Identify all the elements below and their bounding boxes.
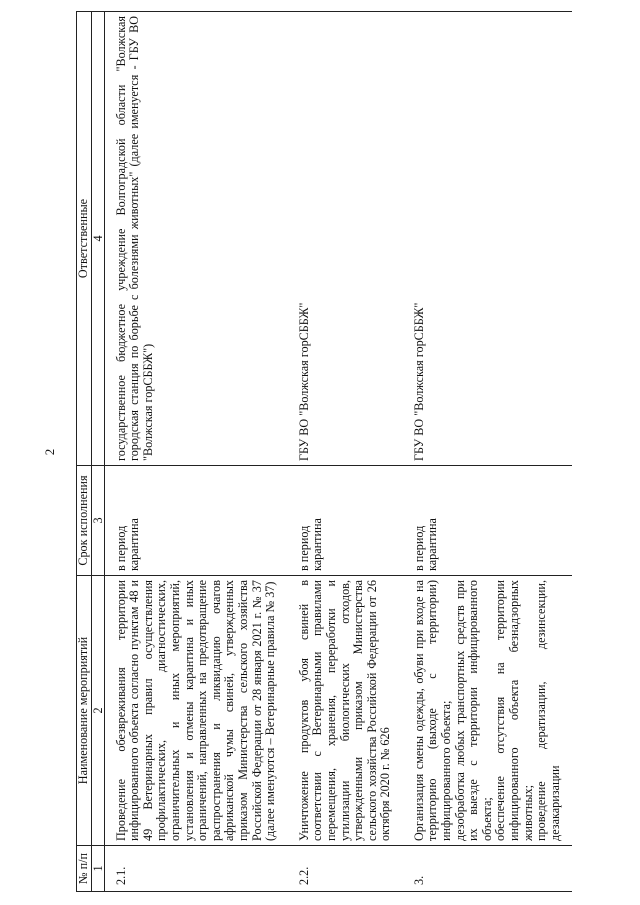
column-number-row <box>91 12 104 892</box>
measure-responsible: государственное бюджетное учреждение Волгоградской области "Волжская городская станция по борьбе с болезнями животных" (далее именуется - ГБУ ВО "Волжская горСББЖ") <box>104 12 288 466</box>
measures-table <box>76 11 572 892</box>
table-row <box>104 12 288 892</box>
col-number: 1 <box>91 846 104 892</box>
measure-term: в период карантина <box>288 466 403 576</box>
col-number: 2 <box>91 576 104 846</box>
measure-responsible: ГБУ ВО "Волжская горСББЖ" <box>288 12 403 466</box>
table-row <box>403 12 573 892</box>
row-number: 2.1. <box>104 846 288 892</box>
measure-name: Проведение обезвреживания территории инфицированного объекта согласно пунктам 48 и 49 Ветеринарных правил осуществления профилактических, диагностических, ограничительных и иных мероприятий, установления и отмены карантина и иных ограничений, направленных на предотвращение распространения и ликвидацию очагов африканской чумы свиней, утвержденных приказом Министерства сельского хозяйства Российской Федерации от 28 января 2021 г. № 37 (далее именуются – Ветеринарные правила № 37) <box>104 576 288 846</box>
header-resp: Ответственные <box>77 12 92 466</box>
table-header-row <box>77 12 92 892</box>
col-number: 3 <box>91 466 104 576</box>
header-term: Срок исполнения <box>77 466 92 576</box>
measure-line: Организация смены одежды, обуви при входе на территорию (выходе с территории) инфицированного объекта; <box>411 580 454 841</box>
row-number: 2.2. <box>288 846 403 892</box>
measure-responsible: ГБУ ВО "Волжская горСББЖ" <box>403 12 573 466</box>
measure-term: в период карантина <box>403 466 573 576</box>
header-num: № п/п <box>77 846 92 892</box>
measure-name: Уничтожение продуктов убоя свиней в соответствии с Ветеринарными правилами перемещения, хранения, переработки и утилизации биологических отходов, утвержденными приказом Министерства сельского хозяйства Российской Федерации от 26 октября 2020 г. № 626 <box>288 576 403 846</box>
measure-line: обеспечение отсутствия на территории инфицированного объекта безнадзорных животных; <box>493 580 535 841</box>
page-number: 2 <box>42 448 57 456</box>
measure-line: проведение дератизации, дезинсекции, дезакаризации <box>534 580 562 841</box>
table-row <box>288 12 403 892</box>
measure-name <box>403 576 573 846</box>
col-number: 4 <box>91 12 104 466</box>
measure-term: в период карантина <box>104 466 288 576</box>
row-number: 3. <box>403 846 573 892</box>
rotated-page <box>40 12 600 892</box>
header-name: Наименование мероприятий <box>77 576 92 846</box>
measure-line: дезобработка любых транспортных средств при их выезде с территории инфицированного объекта; <box>452 580 494 841</box>
